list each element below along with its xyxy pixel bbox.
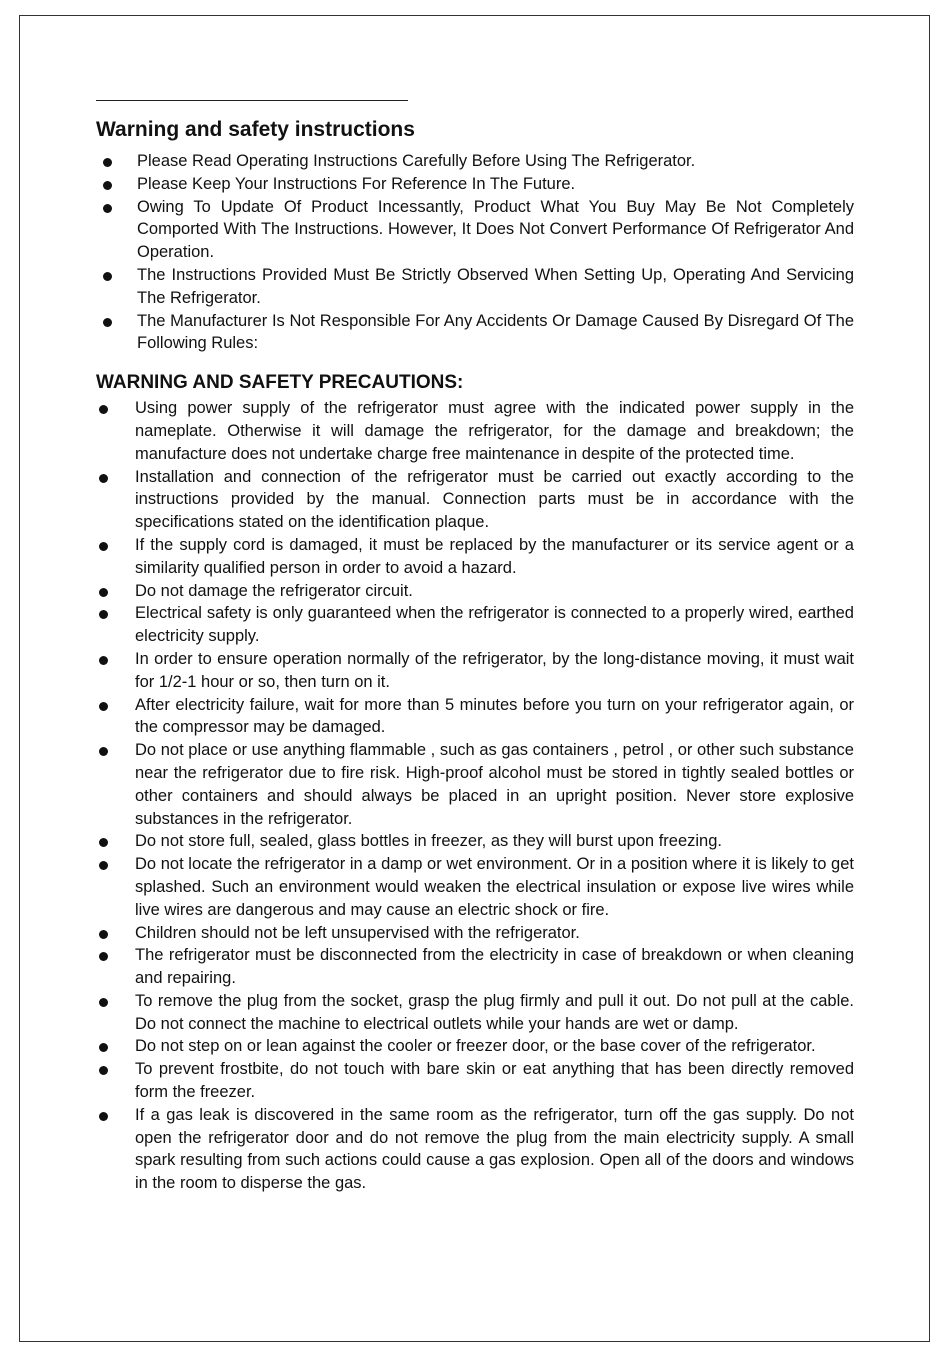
list-item: If a gas leak is discovered in the same room as the refrigerator, turn off the gas supply. Do not open the refrigerator door and do not remove the plug from the main electricity supply. A small spark resulting from such actions could cause a gas explosion. Open all of the doors and windows in the room to disperse the gas. — [96, 1104, 854, 1195]
bullet-icon — [99, 838, 108, 847]
list-item: After electricity failure, wait for more than 5 minutes before you turn on your refrigerator again, or the compressor may be damaged. — [96, 694, 854, 740]
bullet-icon — [103, 181, 112, 190]
bullet-icon — [99, 1066, 108, 1075]
document-body — [96, 116, 854, 1195]
list-item: Do not step on or lean against the cooler or freezer door, or the base cover of the refrigerator. — [96, 1035, 854, 1058]
bullet-icon — [99, 702, 108, 711]
bullet-icon — [99, 405, 108, 414]
list-item: The refrigerator must be disconnected from the electricity in case of breakdown or when cleaning and repairing. — [96, 944, 854, 990]
bullet-icon — [99, 952, 108, 961]
list-item: Do not place or use anything flammable , such as gas containers , petrol , or other such substance near the refrigerator due to fire risk. High-proof alcohol must be stored in tightly sealed bottles or other containers and should always be placed in an upright position. Never store explosive substances in the refrigerator. — [96, 739, 854, 830]
bullet-icon — [99, 1112, 108, 1121]
bullet-icon — [103, 158, 112, 167]
list-item: Do not store full, sealed, glass bottles in freezer, as they will burst upon freezing. — [96, 830, 854, 853]
section1-title: Warning and safety instructions — [96, 118, 415, 141]
list-item: Using power supply of the refrigerator must agree with the indicated power supply in the nameplate. Otherwise it will damage the refrigerator, for the damage and breakdown; the manufacture does not undertake charge free maintenance in despite of the protected time. — [96, 397, 854, 465]
list-item: To remove the plug from the socket, grasp the plug firmly and pull it out. Do not pull at the cable. Do not connect the machine to electrical outlets while your hands are wet or damp. — [96, 990, 854, 1036]
list-item: Electrical safety is only guaranteed when the refrigerator is connected to a properly wired, earthed electricity supply. — [96, 602, 854, 648]
header-rule — [96, 100, 408, 101]
list-item: To prevent frostbite, do not touch with bare skin or eat anything that has been directly removed form the freezer. — [96, 1058, 854, 1104]
precautions-list — [96, 397, 854, 1195]
list-item: Please Read Operating Instructions Carefully Before Using The Refrigerator. — [96, 150, 854, 173]
list-item: The Manufacturer Is Not Responsible For Any Accidents Or Damage Caused By Disregard Of The Following Rules: — [96, 310, 854, 356]
bullet-icon — [99, 588, 108, 597]
list-item: The Instructions Provided Must Be Strictly Observed When Setting Up, Operating And Servicing The Refrigerator. — [96, 264, 854, 310]
bullet-icon — [99, 610, 108, 619]
bullet-icon — [99, 998, 108, 1007]
bullet-icon — [99, 656, 108, 665]
bullet-icon — [103, 272, 112, 281]
list-item: Please Keep Your Instructions For Reference In The Future. — [96, 173, 854, 196]
list-item: Do not damage the refrigerator circuit. — [96, 580, 854, 603]
section2-title: WARNING AND SAFETY PRECAUTIONS: — [96, 372, 464, 394]
bullet-icon — [99, 1043, 108, 1052]
bullet-icon — [99, 542, 108, 551]
bullet-icon — [99, 930, 108, 939]
instructions-list — [96, 150, 854, 355]
bullet-icon — [99, 747, 108, 756]
bullet-icon — [99, 474, 108, 483]
list-item: Children should not be left unsupervised with the refrigerator. — [96, 922, 854, 945]
list-item: Installation and connection of the refrigerator must be carried out exactly according to the instructions provided by the manual. Connection parts must be in accordance with the specifications stated on the identification plaque. — [96, 466, 854, 534]
list-item: Owing To Update Of Product Incessantly, Product What You Buy May Be Not Completely Comported With The Instructions. However, It Does Not Convert Performance Of Refrigerator And Operation. — [96, 196, 854, 264]
bullet-icon — [99, 861, 108, 870]
bullet-icon — [103, 318, 112, 327]
list-item: In order to ensure operation normally of the refrigerator, by the long-distance moving, it must wait for 1/2-1 hour or so, then turn on it. — [96, 648, 854, 694]
list-item: Do not locate the refrigerator in a damp or wet environment. Or in a position where it is likely to get splashed. Such an environment would weaken the electrical insulation or expose live wires while live wires are dangerous and may cause an electric shock or fire. — [96, 853, 854, 921]
bullet-icon — [103, 204, 112, 213]
list-item: If the supply cord is damaged, it must be replaced by the manufacturer or its service agent or a similarity qualified person in order to avoid a hazard. — [96, 534, 854, 580]
